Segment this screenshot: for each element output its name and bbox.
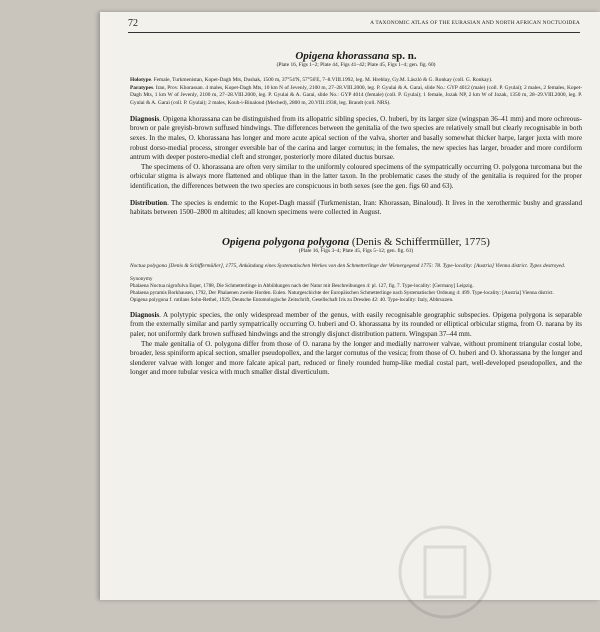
page-header [128,18,580,33]
running-title: A TAXONOMIC ATLAS OF THE EURASIAN AND NORTH AFRICAN NOCTUOIDEA [370,20,580,26]
distribution-text: . The species is endemic to the Kopet-Dagh massif (Turkmenistan, Iran: Khorassan, Binaloud). It lives in the xerothermic bushy and grassland habitats between 1500–2800 m altitudes; all known specimens were collected in August. [130,198,582,217]
paratypes-paragraph [130,85,582,108]
diagnosis-label: Diagnosis [130,114,160,123]
holotype-label: Holotype [130,77,151,83]
paratypes-label: Paratypes [130,84,154,91]
species-title-polygona [130,236,582,248]
synonymy-list [130,283,582,303]
synonym-item: Opigena polygona f. rutilans Sohn-Rethel, 1929, Deutsche Entomologische Zeitschrift, Gesellschaft Iris zu Dresden 42: 40. Type-locality: Italy, Abbruzzen. [130,297,454,304]
diagnosis-paragraph [130,115,582,163]
specimens-paragraph: The specimens of O. khorassana are often very similar to the uniformly coloured specimens of the sympatrically occurring O. polygona turcomana but the orbicular stigma is always more flattened and oblique than in the latter taxon. In the problematic cases the study of the genitalia is required for the proper identification, the differences between the two species are conspicuous in both sexes (see the gen. figs 60 and 63). [130,162,582,190]
page-content [130,50,582,378]
holotype-text: . Female, Turkmenistan, Kopet-Dagh Mts, Dushak, 1500 m, 37°54'N, 57°56'E, 7–8.VIII.1992, leg. M. Hreblay, Gy.M. László & G. Ronkay (coll. G. Ronkay). [150,77,493,83]
original-description: Noctua polygona [Denis & Schiffermüller], 1775, Ankündung eines Systematischen Werkes von den Schmetterlinge der Wienergegend 1775: 78. Type-locality: [Austria] Vienna district. Types destroyed. [130,262,566,269]
species-title-khorassana [130,50,582,62]
distribution-paragraph [130,199,582,218]
species-author: (Denis & Schiffermüller, 1775) [351,235,490,248]
synonym-item: Phalaena Noctua nigrofulva Esper, 1788, Die Schmetterlinge in Abbildungen nach der Natur mit Beschreibungen 4: pl. 127, fig. 7. Type-locality: [Germany] Leipzig. [130,283,474,290]
diagnosis-paragraph [130,311,582,340]
plate-references: (Plate 16, Figs 3–4; Plate 45, Figs 5–12; gen. fig. 61) [298,247,414,254]
watermark-logo [370,512,520,632]
page-number: 72 [128,18,138,29]
synonym-item: Phalaena pyramis Borkhausen, 1792, Der Phalaenen zweite Horden. Eulen. Naturgeschichte der Europäischen Schmetterlinge nach Systematischer Ordnung 4: 499. Type-locality: [Austria] Vienna district. [130,290,554,297]
diagnosis-text: . A polytypic species, the only widespread member of the genus, with easily recognisable geographic subspecies. Opigena polygona is separable from the externally similar and partly sympatrically occurring O. huberi and O. khorassana by its rounded or elliptical orbicular stigma, from O. narana by its paler, not uniformly dark brown suffused hindwings and the strongly disjunct distribution pattern. Wingspan 37–44 mm. [130,310,582,339]
diagnosis-text: . Opigena khorassana can be distinguished from its allopatric sibling species, O. huberi, by its larger size (wingspan 36–41 mm) and more ochreous-brown or pale greyish-brown suffused hindwings. The differences between the genitalia of the two species are relatively small but clearly recognisable in both sexes. In the males, O. khorassana has longer and more acute apical section of the valva, shorter and basally somewhat thicker harpe, larger juxta with more robust dorso-medial process, stronger eversible bar of the carina and larger cornutus; in the females, the new species has larger, broader and more cordiform antrum with deeper postero-medial cleft and stronger, posteriorly more dilated ductus bursae. [130,114,582,162]
species-name: Opigena polygona polygona [222,235,350,248]
book-page [100,12,600,600]
holotype-paragraph [130,77,582,85]
species-suffix: sp. n. [391,50,417,62]
species-name: Opigena khorassana [295,50,390,62]
synonymy-heading: Synonymy [130,276,153,283]
genitalia-paragraph: The male genitalia of O. polygona differ from those of O. narana by the longer and medially narrower valvae, without prominent triangular costal lobe, broader, less spiniform apical section, smaller pseudopollex, and the larger cornutus of the vesica; from those of O. huberi and O. khorassana by the longer and slenderer valvae with longer and more falcate apical part, reduced or finely rounded hump-like medial costal part, well-developed pseudopollex, and the longer and more tubular vesica with much smaller distal diverticulum. [130,339,582,377]
plate-references: (Plate 16, Figs 1–2; Plate 44, Figs 41–42; Plate 45, Figs 1–4; gen. fig. 60) [276,62,436,68]
paratypes-text: . Iran, Prov. Khorassan. 4 males, Kopet-Dagh Mts, 10 km N of Jevenly, 2100 m, 27–28.VIII.2000, leg. P. Gyulai & A. Garai, slide No.: GYP 4012 (male) (coll. P. Gyulai); 2 males, 2 females, Kopet-Dagh Mts, 1 km W of Jevenly, 2100 m, 27–28.VIII.2000, leg. P. Gyulai & A. Garai, slide No.: GYP 4014 (female) (coll. P. Gyulai); 1 female, Jozak NP, 2 km W of Jozak, 1350 m, 28–29.VIII.2000, leg. P. Gyulai & A. Garai (coll. P. Gyulai); 2 males, Kouh-i-Binaloud (Meched), 2800 m, 20.VIII.1938, leg. Brandt (coll. NRS). [130,84,582,107]
diagnosis-label: Diagnosis [130,310,160,319]
distribution-label: Distribution [130,198,168,207]
